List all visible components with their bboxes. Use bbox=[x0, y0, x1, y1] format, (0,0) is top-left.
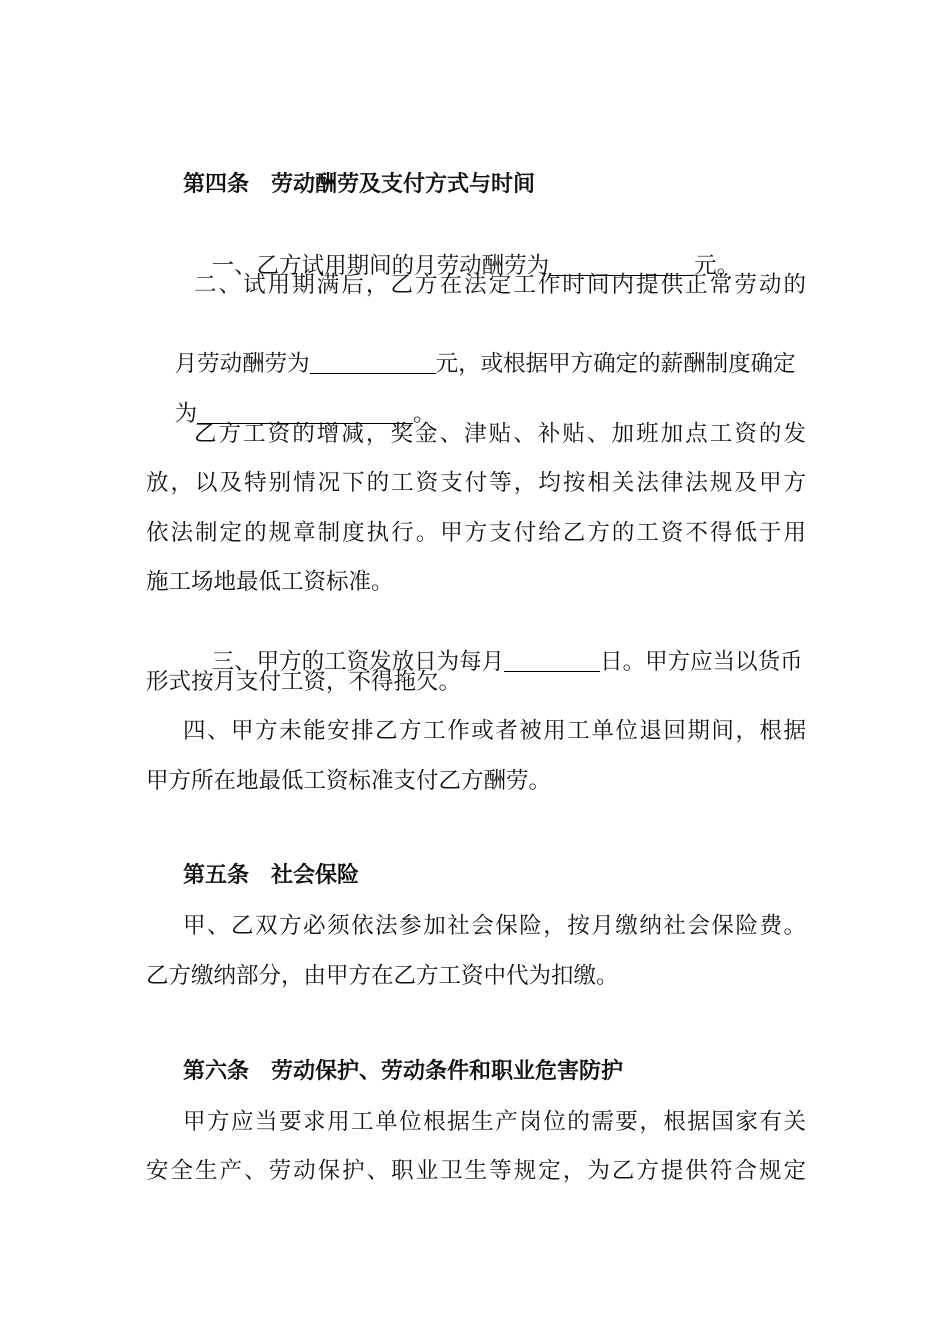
text: 月劳动酬劳为 bbox=[174, 351, 310, 377]
text: 日。甲方应当以货币 bbox=[600, 649, 803, 675]
paragraph-no-work-line2: 甲方所在地最低工资标准支付乙方酬劳。 bbox=[146, 768, 552, 794]
text: 元。 bbox=[694, 253, 740, 279]
section-6-heading: 第六条 劳动保护、劳动条件和职业危害防护 bbox=[183, 1059, 624, 1084]
paragraph-social-insurance-line1: 甲、乙双方必须依法参加社会保险，按月缴纳社会保险费。 bbox=[183, 913, 806, 939]
paragraph-wage-changes-line3: 依法制定的规章制度执行。甲方支付给乙方的工资不得低于用 bbox=[146, 520, 806, 546]
section-4-heading: 第四条 劳动酬劳及支付方式与时间 bbox=[183, 172, 536, 197]
text: 。 bbox=[413, 401, 436, 427]
blank-field bbox=[504, 649, 600, 672]
text: 为 bbox=[174, 401, 198, 427]
text: 元，或根据甲方确定的薪酬制度确定 bbox=[435, 351, 796, 377]
paragraph-labor-protection-line1: 甲方应当要求用工单位根据生产岗位的需要，根据国家有关 bbox=[183, 1109, 806, 1135]
paragraph-no-work-line1: 四、甲方未能安排乙方工作或者被用工单位退回期间，根据 bbox=[183, 718, 806, 744]
section-5-heading: 第五条 社会保险 bbox=[183, 863, 360, 888]
text: 一、乙方试用期间的月劳动酬劳为 bbox=[211, 253, 550, 279]
paragraph-wage-changes-line4: 施工场地最低工资标准。 bbox=[146, 569, 394, 595]
paragraph-social-insurance-line2: 乙方缴纳部分，由甲方在乙方工资中代为扣缴。 bbox=[146, 963, 619, 989]
paragraph-wage-changes-line2: 放，以及特别情况下的工资支付等，均按相关法律法规及甲方 bbox=[146, 470, 806, 496]
paragraph-labor-protection-line2: 安全生产、劳动保护、职业卫生等规定，为乙方提供符合规定 bbox=[146, 1158, 806, 1184]
paragraph-wage-changes-line1: 乙方工资的增减，奖金、津贴、补贴、加班加点工资的发 bbox=[194, 421, 806, 447]
paragraph-payday-line2: 形式按月支付工资，不得拖欠。 bbox=[146, 669, 462, 695]
text: 三、甲方的工资发放日为每月 bbox=[211, 649, 505, 675]
paragraph-post-probation-line1: 二、试用期满后，乙方在法定工作时间内提供正常劳动的 bbox=[194, 272, 806, 298]
